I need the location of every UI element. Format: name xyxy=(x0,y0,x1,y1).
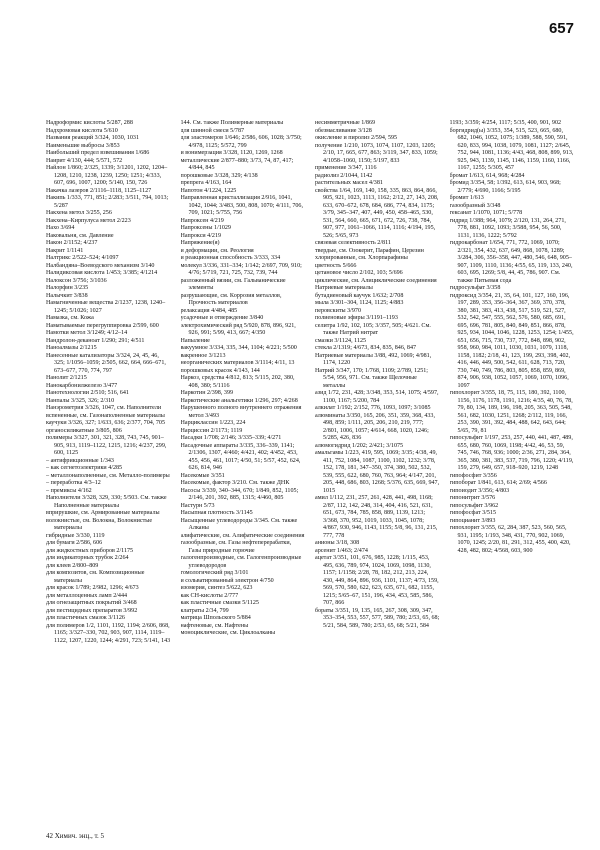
index-entry: гипосульфит 1/197, 253, 257, 440, 441, 487, 489, 655, 680, 760, 1069, 1198; 4/42, 46, 53, 59, 745, 746, 768, 936; 1000; 2/36, 271, 284, 364, 365, 380, 381, 383, 537, 719, 796, 1220; 4/119, 159, 279, 649, 657, 918–920, 1219, 1248 xyxy=(449,435,574,471)
index-entry: для шинной смеси 5/787 xyxy=(180,127,245,134)
index-entry: гипохлорит 3/355, 62, 284, 387, 523, 560, 565, 931, 1195; 1/193, 348, 431, 770, 902, 1069, 1070, 1245; 2/20, 81, 291, 312, 455, 400, 420, 428, 482, 802; 4/568, 603, 900 xyxy=(449,525,571,554)
index-entry: каучуки 3/326, 327; 1/633, 636; 2/377, 704, 705 xyxy=(46,420,165,426)
index-entry: для клеев 2/800–809 xyxy=(46,562,99,569)
index-entry: Найлон 1/860; 2/325, 1339; 3/1201, 1202, 1204–1208, 1210, 1238, 1239, 1250; 1251; 4/333, 607, 696, 1007, 1200; 5/140, 150, 726 xyxy=(46,165,168,186)
index-entry: Налтрикс 2/522–524; 4/1097 xyxy=(46,255,119,261)
page-number: 657 xyxy=(548,20,574,37)
index-entry: Настурн 5/73 xyxy=(180,502,215,509)
index-entry: Нанокарбонилжелезо 3/477 xyxy=(46,382,118,389)
index-entry: Налорфин 3/235 xyxy=(46,285,89,291)
index-entry: связевая селективность 2/811 xyxy=(315,240,391,246)
index-entry: гипофосфит 3/356 xyxy=(449,472,497,479)
index-entry: цветность 5/666 xyxy=(315,262,357,269)
index-entry: порошковые 3/328, 329; 4/138 xyxy=(180,172,258,179)
index-entry: Накачка лазеров 2/1116–1118, 1125–1127 xyxy=(46,187,152,194)
index-entry: Напроксены 1/1029 xyxy=(180,225,231,231)
index-entry: Наибольший предел взвешивания 1/686 xyxy=(46,150,150,156)
index-entry: Насыщенные углеводороды 3/345. См. также Алканы xyxy=(180,517,298,531)
index-entry: Напотон 4/1224, 1225 xyxy=(180,187,237,194)
index-entry: получение 1/210, 1073, 1074, 1107, 1203, 1205; 2/10, 17, 665, 677, 863; 3/119, 347, 833, 1059; 4/1058–1060, 1150; 5/197, 833 xyxy=(315,142,438,164)
index-entry: гипонитрит 3/576 xyxy=(449,495,496,501)
index-entry: гипоцианит 3/893 xyxy=(449,517,496,524)
index-entry: амальгамы 1/223, 419, 595, 1069; 3/35; 4/38, 49, 411, 752, 1084, 1087, 1100, 1102, 1232; 3/78, 152, 178, 181, 347–350, 374, 380, 502, 532, 539, 555, 622, 680, 760, 763, 964; 4/147, 201, 205, 448, 686, 803, 1268; 5/376, 635, 669, 947, 1015 xyxy=(315,450,440,494)
index-entry: разрушающие, см. Коррозия металлов, Прочность материалов xyxy=(180,292,282,306)
index-entry: вприрушкие, см. Армированные материалы xyxy=(46,510,160,516)
index-entry: Наименьшие выбросы 3/853 xyxy=(46,142,120,149)
index-entry: Напыление xyxy=(180,337,210,344)
index-entry: для композитов, см. Композиционные материалы xyxy=(46,570,145,584)
index-entry: Надхромовая кислота 5/610 xyxy=(46,127,118,134)
index-entry: боргидрид(ы) 3/353, 354, 515, 523, 665, 680, 682, 1046, 1052, 1075; 1/389, 588, 590, 591, 620, 833, 994, 1038, 1079, 1081, 1127; 2/645, 752, 944, 1081, 1136; 4/43, 468, 808, 899, 913, 925, 943, 1139, 1145, 1146, 1159, 1160, 1166, 1167, 1255; 5/305, 457 xyxy=(449,127,574,171)
index-entry: Наматываемые перегруппировка 2/599, 600 xyxy=(46,322,159,329)
index-entry: гипосульфит 3/962 xyxy=(449,502,499,509)
index-entry: Натриевые материалы 3/88, 492, 1069; 4/981, 1174, 1220 xyxy=(315,352,432,366)
index-entry: Нанэрометрия 3/326, 1047, см. Наполнители xyxy=(46,405,162,411)
index-entry: Наноалмазы 2/1215 xyxy=(46,345,97,351)
index-entry: моноциклические, см. Циклоалканы xyxy=(180,630,276,636)
index-entry: Наркотин 2/398, 399 xyxy=(180,390,234,396)
index-entry: Налидиксовая кислота 1/453; 3/385; 4/1214 xyxy=(46,270,158,276)
index-entry: 1193; 3/359; 4/254, 1117; 5/35, 400, 901, 902 xyxy=(449,120,562,126)
index-entry: для жидкостных приборов 2/1175 xyxy=(46,547,134,554)
index-entry: – металлонаполненные, см. Металло-полимеры xyxy=(46,472,170,479)
index-entry: гидрид 1/388; 964, 1079; 2/120, 131, 264, 271, 778, 881, 1092, 1093; 3/588, 954, 56, 500, 1131, 1136, 1222; 5/792 xyxy=(449,217,566,239)
index-entry: гидросульфат 3/358 xyxy=(449,285,501,291)
index-entry: вспененные, см. Газонаполненные материалы xyxy=(46,412,165,419)
index-entry: вакуумное 3/334, 335, 344, 1104; 4/221; 5/500 xyxy=(180,345,297,351)
index-entry: волокнистые, см. Волокна, Волокнистые материалы xyxy=(46,517,153,531)
index-entry: Намотки метол 3/1249; 4/12–14 xyxy=(46,330,128,336)
index-entry: бутадиеновый каучук 1/632; 2/708 xyxy=(315,292,404,299)
index-entry: Наркоз, средства 4/812, 813; 5/115, 202, 380, 408, 380; 5/1116 xyxy=(180,375,295,389)
index-entry: для красок 1/789; 2/982, 1296; 4/673 xyxy=(46,585,139,591)
index-entry: Нанолит 2/1215 xyxy=(46,375,87,381)
index-entry: хлорированные, см. Хлорпарафины xyxy=(315,255,408,261)
index-entry: Намазка, см. Кожа xyxy=(46,315,94,321)
index-entry: Накипь 1/333, 771, 851; 2/283; 3/511, 794, 1013; 5/287 xyxy=(46,195,169,209)
index-entry: Намагниченные вещества 2/1237, 1238, 1240–1245; 5/1026; 1027 xyxy=(46,300,166,314)
index-entry: стекла 2/1319; 4/673, 834, 835, 846, 847 xyxy=(315,345,417,351)
index-entry: молекул 3/336, 331–334; 1/142; 2/697, 709, 910; 4/76; 5/719, 721, 725, 732, 739, 744 xyxy=(180,262,302,276)
index-entry: клатраты 2/34, 799 xyxy=(180,607,229,614)
index-entry: Нарциклассин 1/223, 224 xyxy=(180,420,246,426)
index-entry: амил 1/112, 231, 257, 261, 428, 441, 498, 1168; 2/87, 112, 142, 248, 314, 404, 416, 521, 631, 651, 673, 784, 785, 858, 889, 1139, 1213; 3/368, 370, 952, 1019, 1033, 1045, 1078; 4/867, 930, 946, 1143, 1155; 5/8, 96, 131, 215, 777, 778 xyxy=(315,495,438,539)
index-entry: разложенный вязии, см. Гальванические элементы xyxy=(180,277,286,291)
index-entry: и деформации, см. Реология xyxy=(180,247,254,254)
index-entry: алюминаты 3/350, 165, 206, 351, 359, 368, 433, 498, 859; 1/111, 205, 206, 210, 219, 777; 2/801, 1006, 1057; 4/614, 668, 1020, 1246; 5/285, 426, 836 xyxy=(315,412,436,441)
index-entry: матрица Шпольского 5/884 xyxy=(180,615,251,621)
index-entry: гибридные 3/330, 1119 xyxy=(46,532,105,539)
index-entry: полиеновые эфиры 3/1191–1193 xyxy=(315,315,398,321)
index-entry: Натриевые материалы xyxy=(315,285,373,291)
index-entry: Насыпная плотность 3/1145 xyxy=(180,510,253,516)
index-entry: – премиксы 4/162 xyxy=(46,487,92,494)
index-entry: Напрокси 4/219 xyxy=(180,232,222,239)
index-entry: Накрит 1/1141 xyxy=(46,247,84,254)
index-entry: Налоксон 3/756; 3/1036 xyxy=(46,277,107,284)
index-entry: окисление и пиролиз 2/594, 595 xyxy=(315,135,398,141)
index-entry: и сольватированный электрон 4/750 xyxy=(180,577,274,584)
index-entry: релаксация 4/484, 485 xyxy=(180,307,238,314)
index-entry: обезмасливание 3/128 xyxy=(315,127,372,134)
index-entry: смазки 3/1124, 1125 xyxy=(315,337,367,344)
index-entry: Насосы 3/339, 340–344, 670; 1/849, 852, 1105; 2/146, 201, 392, 885, 1315; 4/460, 805 xyxy=(180,487,299,501)
index-entry: цетановое число 2/102, 103; 5/696 xyxy=(315,270,403,276)
index-entry: гексанат 1/1070, 1071; 5/778 xyxy=(449,210,523,216)
index-entry: гипофосфат 3/515 xyxy=(449,510,497,516)
index-entry: электрохимический ряд 5/920, 878, 896, 921, 926, 991; 5/99, 413, 667; 4/350 xyxy=(180,322,296,336)
index-entry: для эластомеров 1/646; 2/586, 606, 1028; 3/750; 4/978, 1125; 5/572, 799 xyxy=(180,135,302,149)
index-column-1 xyxy=(46,120,171,820)
index-column-3 xyxy=(315,120,440,820)
index-entry: алифатические, см. Алифатические соединения xyxy=(180,532,305,539)
index-entry: металлические 2/877–880; 3/73, 74, 87, 417; 4/844, 845 xyxy=(180,157,294,171)
index-entry: Накхена метол 3/255, 256 xyxy=(46,210,112,216)
index-entry: мыла 3/301–304, 1124, 1125; 4/883 xyxy=(315,300,404,306)
index-columns xyxy=(46,120,574,820)
page-footer: 42 Химич. энц., т. 5 xyxy=(46,832,105,840)
index-entry: селитра 1/92, 102, 105; 3/357, 505; 4/621. См. также Натрий нитрат xyxy=(315,322,431,336)
index-entry: и реакционная способность 3/333, 334 xyxy=(180,255,281,261)
index-entry: усадочные и отверждение 3/840 xyxy=(180,315,264,321)
index-entry: бораты 3/351, 19, 135, 165, 267, 308, 309, 347, 353–354, 553, 557, 577, 589, 780; 2/53, 65, 68; 5/21, 584, 589, 780; 2/53, 65, 68; 5/21, 584 xyxy=(315,607,440,629)
index-entry: газообразный 3/348 xyxy=(449,202,501,209)
index-entry: Нанесенные катализаторы 3/324, 24, 45, 46, 325; 1/1056–1059; 2/505, 662, 664, 666–671, 673–677, 770, 774, 797 xyxy=(46,352,166,374)
index-entry: органосиликатные 3/805, 806 xyxy=(46,427,122,434)
index-entry: Направленная кристаллизация 2/916, 1041, 1042, 1044; 3/483, 500, 808, 1070; 4/111, 706, 709, 1021; 5/755, 756 xyxy=(180,195,303,216)
index-entry: бромит 1/613 xyxy=(449,195,484,201)
index-entry: Након 2/1152; 4/237 xyxy=(46,240,98,246)
index-entry: гидроксид 3/354, 21, 35, 64, 101, 127, 160, 196, 197, 289, 353, 356–364, 367, 369, 370, 378, 380, 381, 383, 413, 438, 517, 519, 521, 527, 532, 542, 547, 555, 562, 576, 580, 685, 691, 695, 696, 781, 805, 840, 849, 851, 866, 878, 925, 934, 1044, 1046, 1228, 1253, 1254; 1/455, 651, 656, 715, 730, 737, 772, 848, 898, 902, 958, 960, 984, 1011, 1030, 1031, 1079, 1118, 1158, 1182; 2/18, 41, 123, 199, 293, 398, 402, 416, 446, 449, 500, 542, 611, 628, 713, 720, 730, 740, 749, 786, 803, 805, 858, 859, 869, 874, 906, 938, 1052, 1057, 1069, 1070, 1096, 1097 xyxy=(449,292,574,389)
index-entry: для индикаторных трубок 2/264 xyxy=(46,555,129,561)
index-entry: изомерия, синтез 5/622, 623 xyxy=(180,585,253,591)
index-entry: гипохлорит 3/355, 18, 75, 115, 180, 392, 1100, 1156, 1176, 1178, 1191, 1216; 4/35, 40, 76, 78, 79, 80, 134, 189, 196, 198, 205, 363, 505, 548, 561, 682, 1030, 1251, 1268; 2/112, 119, 166, 253, 390, 391, 392, 484, 488, 642, 643, 644; 5/65, 79, 81 xyxy=(449,390,573,434)
index-entry: – антифрикционные 1/343 xyxy=(46,457,114,464)
index-entry: алюмогидрид 1/202; 2/421; 3/1075 xyxy=(315,442,404,449)
index-entry: порошковых красок 4/143, 144 xyxy=(180,367,260,374)
index-entry: нафтеновые, см. Нафтены xyxy=(180,622,249,629)
index-entry: для пестицидных препаратов 3/992 xyxy=(46,607,138,614)
index-entry: вакренное 3/1213 xyxy=(180,352,226,359)
index-entry: Надроформис кислоты 5/287, 288 xyxy=(46,120,133,126)
index-entry: Насекомые, фактор 3/210. См. также ДНК xyxy=(180,480,290,486)
index-entry: – как сегнетоэлектрики 4/285 xyxy=(46,465,123,471)
index-entry: Насекомые 3/351 xyxy=(180,472,225,479)
index-entry: свойства 1/64, 169, 140, 158, 335, 863, 864, 866, 905, 921, 1023, 1113, 1162; 2/12, 27, 143, 208, 633, 670–672, 678, 684, 686, 774, 834, 1175; 3/79, 345–347, 407, 449, 450, 458–465, 530, 531, 564, 660, 665, 671, 672, 726, 738, 784, 907, 977, 1061–1066, 1114, 1116; 4/194, 195, 526; 5/65, 973 xyxy=(315,187,439,239)
index-entry: Насадочные аппараты 3/335, 336–339, 1141; 2/1306, 1307, 4/460; 4/421, 402; 4/452, 453, 455, 456, 461, 1017; 4/50, 51; 5/57, 452, 624, 626, 814, 946 xyxy=(180,442,301,471)
index-entry: Наирит 4/130, 444; 5/571, 572 xyxy=(46,157,123,164)
index-entry: как СН-кислоты 2/777 xyxy=(180,592,239,599)
index-entry: Напряжение(я) xyxy=(180,240,220,246)
index-entry: Нарушенного полного внутреннего отражения метол 3/493 xyxy=(180,405,302,419)
index-entry: – переработка 4/3–12 xyxy=(46,480,101,486)
index-entry: Наркотические анальгетики 1/296, 297; 4/268 xyxy=(180,397,298,404)
index-entry: бромид 3/354, 58; 1/392, 613, 614, 903, 968; 2/779; 4/690, 1166; 5/195 xyxy=(449,180,561,194)
index-entry: гипоиодит 3/356; 4/803 xyxy=(449,487,510,494)
index-entry: гидрокарбонат 1/654, 771, 772, 1069, 1070; 2/321, 354, 432, 637, 649, 868, 1078, 1289; 3/284, 306, 356–358, 447, 480, 546, 648, 905–907, 1109, 1110, 1136; 4/55, 65, 119, 133, 240, 603, 695, 1269; 5/8, 44, 45, 786, 907. См. также Питьевая сода xyxy=(449,240,573,284)
index-entry: Нанпалы 3/325, 326; 2/310 xyxy=(46,397,115,404)
index-entry: неорганических материалов 3/1114; 4/11, 13 xyxy=(180,360,295,366)
index-entry: и вонимерзация 3/328, 1120, 1269, 1268 xyxy=(180,150,283,156)
index-entry: Нандролон-деканоат 1/290; 291; 4/511 xyxy=(46,337,145,344)
index-entry: бромат 1/613, 614, 968; 4/284 xyxy=(449,172,525,179)
index-column-4 xyxy=(450,120,575,820)
index-entry: растительных масел 4/381 xyxy=(315,180,383,186)
index-entry: арсенит 1/463; 2/474 xyxy=(315,547,368,554)
index-entry: для пластичных смазок 3/1126 xyxy=(46,615,125,621)
index-entry: Напроксен 4/219 xyxy=(180,217,224,224)
index-entry: Наковальня, см. Давление xyxy=(46,232,114,239)
index-entry: Налычкит 3/838 xyxy=(46,292,88,299)
index-entry: несимметричные 1/869 xyxy=(315,120,376,126)
index-entry: для металлоценных ламп 2/444 xyxy=(46,592,128,599)
index-entry: для бумаги 2/586, 606 xyxy=(46,540,103,546)
index-entry: азид 1/72, 231, 428; 3/348, 353, 514, 1075; 4/597, 1100, 1167; 5/200, 784 xyxy=(315,390,439,404)
index-entry: ацетат 3/351, 101, 676, 985, 1228; 1/115, 453, 495, 636, 789, 974, 1024, 1069, 1098, 1130, 1157; 1/1158; 2/28, 78, 182, 212, 213, 224, 430, 449, 864, 896, 936, 1101, 1137; 4/73, 159, 569, 570, 580, 622, 623, 635, 671, 682, 1155, 1215; 5/65–67, 151, 196, 434, 453, 585, 586, 707, 866 xyxy=(315,555,439,606)
index-entry: для полимеров 1/2, 1101, 1192, 1194; 2/606, 868, 1165; 3/327–330, 702, 903, 907, 1114, 1119–1122, 1207, 1220, 1244; 4/291, 723; 5/141, 143 xyxy=(46,622,171,644)
index-entry: Нанотехнологии 2/510; 516, 641 xyxy=(46,390,129,396)
index-entry: Наполнители 3/328, 329, 330; 5/503. См. также Наполненные материалы xyxy=(46,495,167,509)
index-entry: галогенпроизводные, см. Галогенпроизводные углеводородов xyxy=(180,555,302,569)
index-entry: Натрий 3/347, 170; 1/768, 1109; 2/789, 1251; 5/54, 956, 971. См. также Щелочные металлы xyxy=(315,367,428,389)
index-entry: Названия реакций 3/324, 1030, 1031 xyxy=(46,135,140,141)
index-entry: гипоборат 1/841, 613, 614; 2/69; 4/566 xyxy=(449,480,547,486)
index-entry: полимеры 3/327, 301, 321, 328, 743, 745, 901–905, 913, 1119–1122, 1215, 1216; 4/237, 299, 600, 1125 xyxy=(46,435,167,456)
index-entry: твердые, см. Озокерит, Парафин, Церезин xyxy=(315,247,424,254)
index-entry: Насадки 1/708; 2/146; 3/335–339; 4/271 xyxy=(180,435,282,441)
index-column-2 xyxy=(181,120,306,820)
index-entry: применение 3/347, 1116 xyxy=(315,165,377,171)
index-entry: как пластичные смазки 5/1125 xyxy=(180,600,259,606)
index-entry: 144. См. также Полимерные материалы xyxy=(180,120,284,126)
index-entry: Налбандяна–Воеводского механизм 3/140 xyxy=(46,262,155,269)
index-entry: Нарциссин 2/1173; 1119 xyxy=(180,427,243,434)
index-entry: гомологический ряд 3/101 xyxy=(180,570,249,576)
index-entry: алкилат 1/192; 2/152, 776, 1093, 1097; 3/1085 xyxy=(315,405,431,411)
index-entry: препрега 4/163, 164 xyxy=(180,180,232,186)
index-entry: анионы 3/18, 308 xyxy=(315,540,360,546)
index-entry: перовскиты 3/970 xyxy=(315,307,361,314)
index-entry: газообразные, см. Газы нефтеперерабатки, Газы природные горючие xyxy=(180,540,292,554)
index-entry: Накхена–Кирпулуса метол 2/223 xyxy=(46,217,131,224)
index-entry: Нахо 3/694 xyxy=(46,225,75,231)
index-entry: радиолиз 2/1044, 1142 xyxy=(315,172,373,179)
index-entry: для огнезащитных покрытий 3/468 xyxy=(46,600,137,606)
index-entry: циклические, см. Алициклические соединения xyxy=(315,277,437,284)
